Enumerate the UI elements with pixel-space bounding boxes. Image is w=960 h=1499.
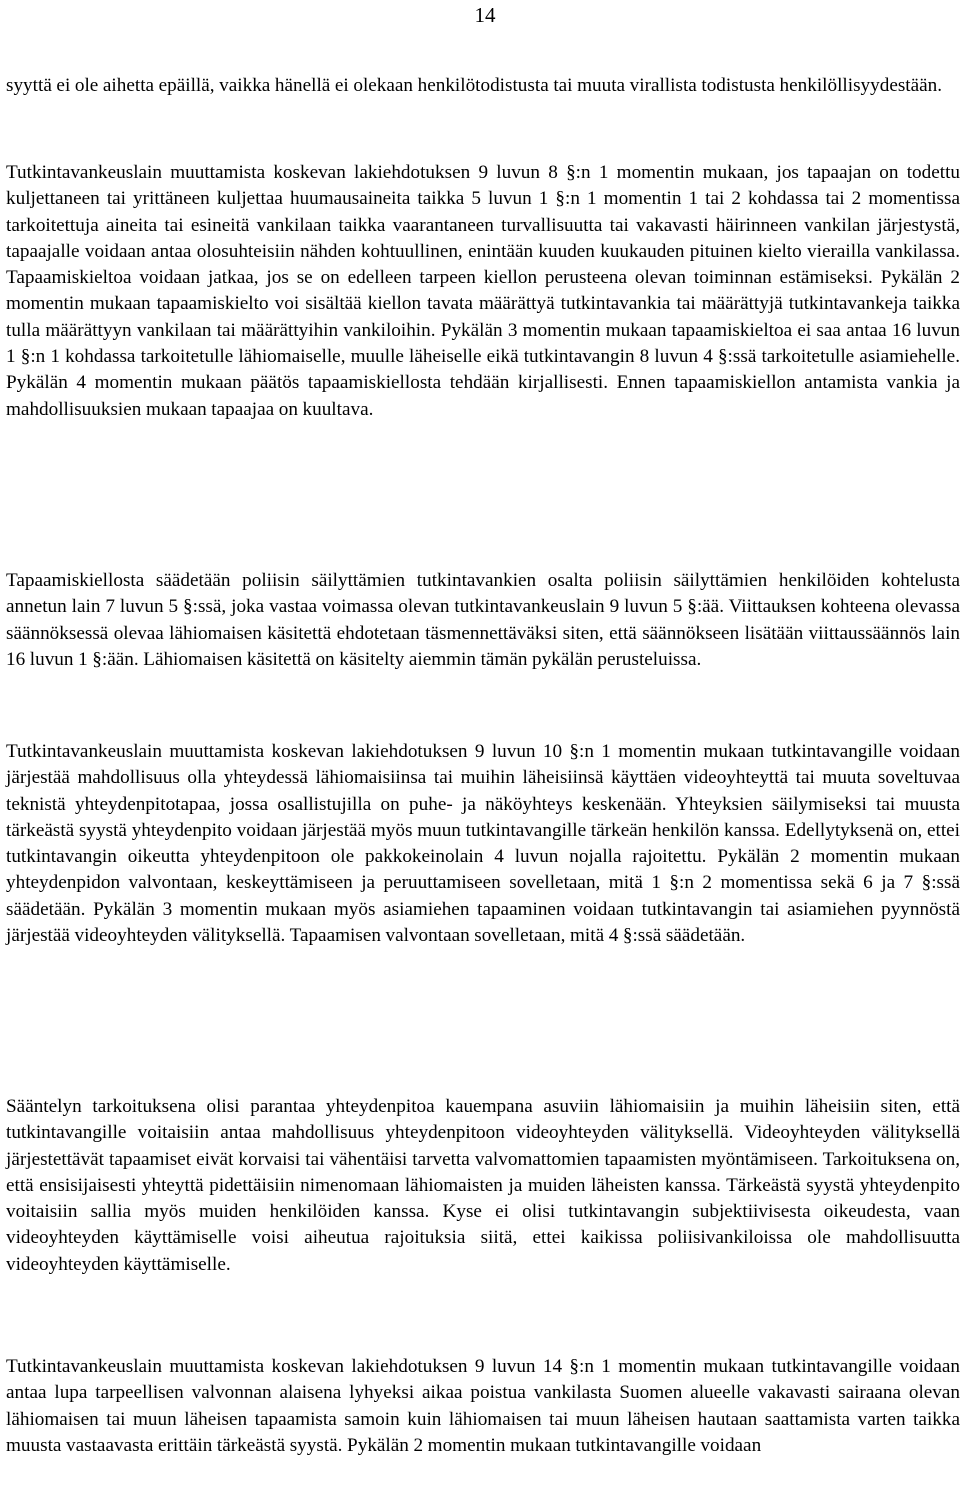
paragraph-3: Tapaamiskiellosta säädetään poliisin säilyttämien tutkintavankien osalta poliisin säilyttämien henkilöiden kohtelusta annetun lain 7 luvun 5 §:ssä, joka vastaa voimassa olevan tutkintavankeuslain 9 luvun 5 §:ää. Viittauksen kohteena olevassa säännöksessä olevaa lähiomaisen käsitettä ehdotetaan täsmennettäväksi siten, että säännökseen lisätään viittaussäännös lain 16 luvun 1 §:ään. Lähiomaisen käsitettä on käsitelty aiemmin tämän pykälän perusteluissa.: [6, 570, 960, 670]
paragraph-2: Tutkintavankeuslain muuttamista koskevan lakiehdotuksen 9 luvun 8 §:n 1 momentin mukaan, jos tapaajan on todettu kuljettaneen tai yrittäneen kuljettaa huumausaineita taikka 5 luvun 1 §:n 1 momentin 1 tai 2 kohdassa tai 2 momentissa tarkoitettuja aineita tai esineitä vankilaan taikka vaarantaneen turvallisuutta tai vakavasti häirinneen vankilan järjestystä, tapaajalle voidaan antaa olosuhteisiin nähden kohtuullinen, enintään kuuden kuukauden pituinen kielto vierailla vankilassa. Tapaamiskieltoa voidaan jatkaa, jos se on edelleen tarpeen kiellon perusteena olevan toiminnan estämiseksi. Pykälän 2 momentin mukaan tapaamiskielto voi sisältää kiellon tavata määrättyä tutkintavankia tai määrättyjä tutkintavankeja taikka tulla määrättyyn vankilaan tai määrättyihin vankiloihin. Pykälän 3 momentin mukaan tapaamiskieltoa ei saa antaa 16 luvun 1 §:n 1 kohdassa tarkoitetulle lähiomaiselle, muulle läheiselle eikä tutkintavangin 8 luvun 4 §:ssä tarkoitetulle asiamiehelle. Pykälän 4 momentin mukaan päätös tapaamiskiellosta tehdään kirjallisesti. Ennen tapaamiskiellon antamista vankia ja mahdollisuuksien mukaan tapaajaa on kuultava.: [6, 162, 960, 420]
page-number: 14: [474, 3, 496, 27]
paragraph-1: syyttä ei ole aihetta epäillä, vaikka hänellä ei olekaan henkilötodistusta tai muuta virallista todistusta henkilöllisyydestään.: [6, 75, 943, 96]
paragraph-6: Tutkintavankeuslain muuttamista koskevan lakiehdotuksen 9 luvun 14 §:n 1 momentin mukaan tutkintavangille voidaan antaa lupa tarpeellisen valvonnan alaisena lyhyeksi aikaa poistua vankilasta Suomen alueelle vakavasti sairaana olevan lähiomaisen tai muun läheisen tapaamista samoin kuin lähiomaisen tai muun läheisen hautaan saattamista varten taikka muusta vastaavasta erittäin tärkeästä syystä. Pykälän 2 momentin mukaan tutkintavangille voidaan: [6, 1356, 960, 1456]
paragraph-4: Tutkintavankeuslain muuttamista koskevan lakiehdotuksen 9 luvun 10 §:n 1 momentin mukaan tutkintavangille voidaan järjestää mahdollisuus olla yhteydessä lähiomaisiinsa tai muihin läheisiinsä käyttäen videoyhteyttä tai muuta soveltuvaa teknistä yhteydenpitotapaa, jossa osallistujilla on puhe- ja näköyhteys keskenään. Yhteyksien säilymiseksi tai muusta tärkeästä syystä yhteydenpito voidaan järjestää myös muun tutkintavangille tärkeän henkilön kanssa. Edellytyksenä on, ettei tutkintavangin oikeutta yhteydenpitoon ole pakkokeinolain 4 luvun nojalla rajoitettu. Pykälän 2 momentin mukaan yhteydenpidon valvontaan, keskeyttämiseen ja peruuttamiseen sovelletaan, mitä 1 §:n 2 momentissa sekä 6 ja 7 §:ssä säädetään. Pykälän 3 momentin mukaan myös asiamiehen tapaaminen voidaan tutkintavangin tai asiamiehen pyynnöstä järjestää videoyhteyden välityksellä. Tapaamisen valvontaan sovelletaan, mitä 4 §:ssä säädetään.: [6, 741, 960, 947]
paragraph-5: Sääntelyn tarkoituksena olisi parantaa yhteydenpitoa kauempana asuviin lähiomaisiin ja muihin läheisiin siten, että tutkintavangille voitaisiin antaa mahdollisuus yhteydenpitoon videoyhteyden välityksellä. Videoyhteyden välityksellä järjestettävät tapaamiset eivät korvaisi tai vähentäisi tarvetta valvomattomien tapaamisten myöntämiseen. Tarkoituksena on, että ensisijaisesti yhteyttä pidettäisiin nimenomaan lähiomaisten ja muiden läheisten kanssa. Tärkeästä syystä yhteydenpito voitaisiin sallia myös muiden henkilöiden kanssa. Kyse ei olisi tutkintavangin subjektiivisesta oikeudesta, vaan videoyhteyden käyttämiselle voisi aiheutua rajoituksia siitä, ettei kaikissa poliisivankiloissa ole mahdollisuutta videoyhteyden käyttämiselle.: [6, 1096, 960, 1275]
